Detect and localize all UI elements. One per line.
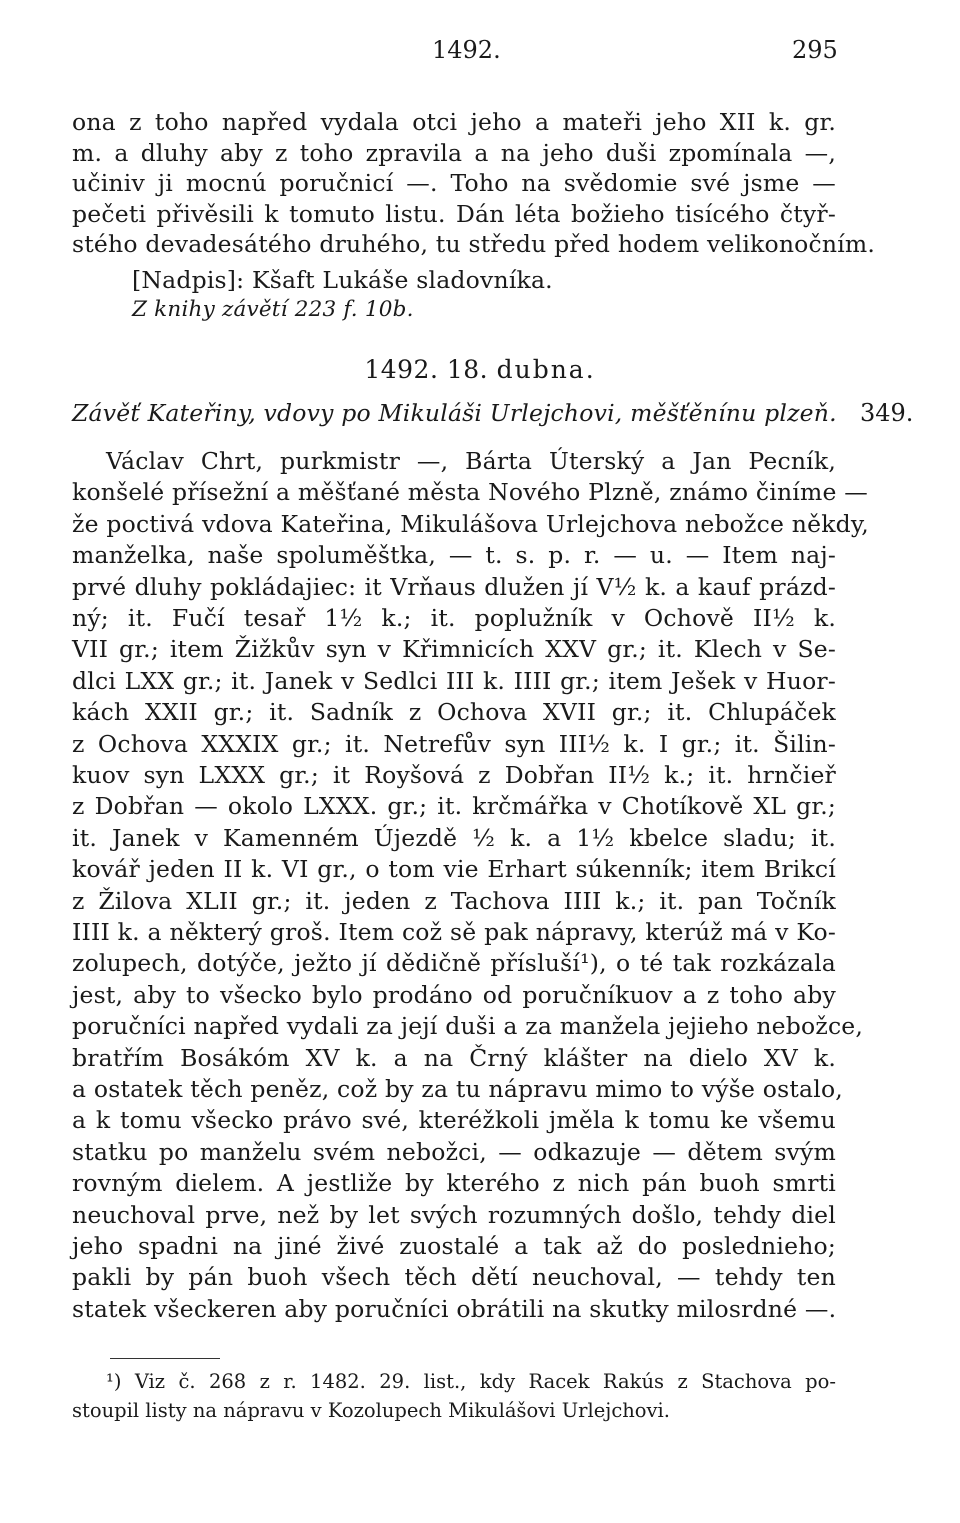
- body-lines-line: a k tomu všecko právo své, kteréžkoli jměla k tomu ke všemu: [72, 1106, 836, 1135]
- source-reference: Z knihy závětí 223 f. 10b.: [132, 297, 414, 322]
- body-lines-line: z Dobřan — okolo LXXX. gr.; it. krčmářka v Chotíkově XL gr.;: [72, 792, 836, 821]
- body-lines-line: it. Janek v Kamenném Újezdě ½ k. a 1½ kbelce sladu; it.: [72, 823, 836, 852]
- body-lines-line: prvé dluhy pokládajiec: it Vrňaus dlužen jí V½ k. a kauf prázd-: [72, 572, 836, 601]
- top-paragraph-line: pečeti přivěsili k tomuto listu. Dán léta božieho tisícého čtyř-: [72, 199, 836, 228]
- body-lines-line: kovář jeden II k. VI gr., o tom vie Erhart súkenník; item Brikcí: [72, 855, 836, 884]
- top-paragraph-line: ona z toho napřed vydala otci jeho a mateři jeho XII k. gr.: [72, 108, 836, 136]
- top-paragraph-line: učiniv ji mocnú poručnicí —. Toho na svědomie své jsme —: [72, 169, 836, 197]
- header-year: 1492.: [432, 36, 501, 64]
- body-lines-line: a ostatek těch peněz, což by za tu nápravu mimo to výše ostalo,: [72, 1075, 843, 1103]
- entry-date: [0, 355, 960, 384]
- footnote-line: ¹) Viz č. 268 z r. 1482. 29. list., kdy Racek Rakús z Stachova po-: [106, 1370, 836, 1393]
- body-lines-line: z Žilova XLII gr.; it. jeden z Tachova IIII k.; it. pan Točník: [72, 886, 836, 915]
- body-lines-line: jeho spadni na jiné živé zuostalé a tak až do posledniehо;: [72, 1232, 836, 1260]
- body-lines-line: statek všeckeren aby poručníci obrátili na skutky milosrdné —.: [72, 1294, 837, 1323]
- body-lines-line: poručníci napřed vydali za její duši a za manžela jejieho nebožce,: [72, 1012, 864, 1041]
- body-lines-line: VII gr.; item Žižkův syn v Křimnicích XXV gr.; it. Klech v Se-: [72, 635, 836, 664]
- body-lines-line: bratřím Bosákóm XV k. a na Črný klášter na dielo XV k.: [72, 1043, 836, 1072]
- body-lines-line: Václav Chrt, purkmistr —, Bárta Úterský a Jan Pecník,: [106, 447, 836, 475]
- body-lines-line: konšelé přísežní a měšťané města Nového Plzně, známo činíme —: [72, 478, 868, 507]
- body-lines-line: kách XXII gr.; it. Sadník z Ochova XVII gr.; it. Chlupáček: [72, 698, 836, 727]
- body-lines-line: z Ochova XXXIX gr.; it. Netrefův syn III½ k. I gr.; it. Šilin-: [72, 729, 836, 758]
- body-lines-line: rovným dielem. A jestliže by kterého z nich pán buoh smrti: [72, 1169, 836, 1198]
- footnote-rule: [110, 1358, 220, 1359]
- entry-date-year: 1492.: [364, 355, 439, 384]
- entry-number: 349.: [860, 399, 914, 427]
- body-lines-line: neuchoval prve, než by let svých rozumných došlo, tehdy diel: [72, 1200, 836, 1229]
- body-lines-line: pakli by pán buoh všech těch dětí neuchoval, — tehdy ten: [72, 1263, 836, 1292]
- entry-date-day: 18.: [446, 355, 489, 384]
- body-lines-line: jest, aby to všecko bylo prodáno od poručníkuov a z toho aby: [72, 980, 836, 1009]
- entry-title: Závěť Kateřiny, vdovy po Mikuláši Urlejchovi, měšťěnínu plzeň.: [72, 399, 837, 427]
- body-lines-line: ný; it. Fučí tesař 1½ k.; it. poplužník v Ochově II½ k.: [72, 604, 836, 632]
- top-paragraph-line: stého devadesátého druhého, tu středu před hodem velikonočním.: [72, 230, 876, 258]
- running-header: [0, 36, 960, 66]
- nadpis-line: [Nadpis]: Kšaft Lukáše sladovníka.: [132, 266, 553, 294]
- body-lines-line: IIII k. a některý groš. Item což sě pak nápravy, kterúž má v Ko-: [72, 918, 836, 946]
- footnote-line: stoupil listy na nápravu v Kozolupech Mikulášovi Urlejchovi.: [72, 1399, 670, 1422]
- body-lines-line: statku po manželu svém nebožci, — odkazuje — dětem svým: [72, 1137, 836, 1166]
- body-lines-line: kuov syn LXXX gr.; it Royšová z Dobřan II½ k.; it. hrnčieř: [72, 761, 836, 789]
- entry-date-month: dubna.: [496, 355, 596, 384]
- body-lines-line: dlci LXX gr.; it. Janek v Sedlci III k. IIII gr.; item Ješek v Huor-: [72, 666, 836, 695]
- body-lines-line: že poctivá vdova Kateřina, Mikulášova Urlejchova nebožce někdy,: [72, 509, 869, 538]
- page-number: 295: [792, 36, 838, 64]
- body-lines-line: zolupech, dotýče, ježto jí dědičně přísluší¹), o té tak rozkázala: [72, 949, 836, 978]
- top-paragraph-line: m. a dluhy aby z toho zpravila a na jeho duši zpomínala —,: [72, 138, 836, 167]
- body-lines-line: manželka, naše spoluměštka, — t. s. p. r. — u. — Item naj-: [72, 541, 836, 570]
